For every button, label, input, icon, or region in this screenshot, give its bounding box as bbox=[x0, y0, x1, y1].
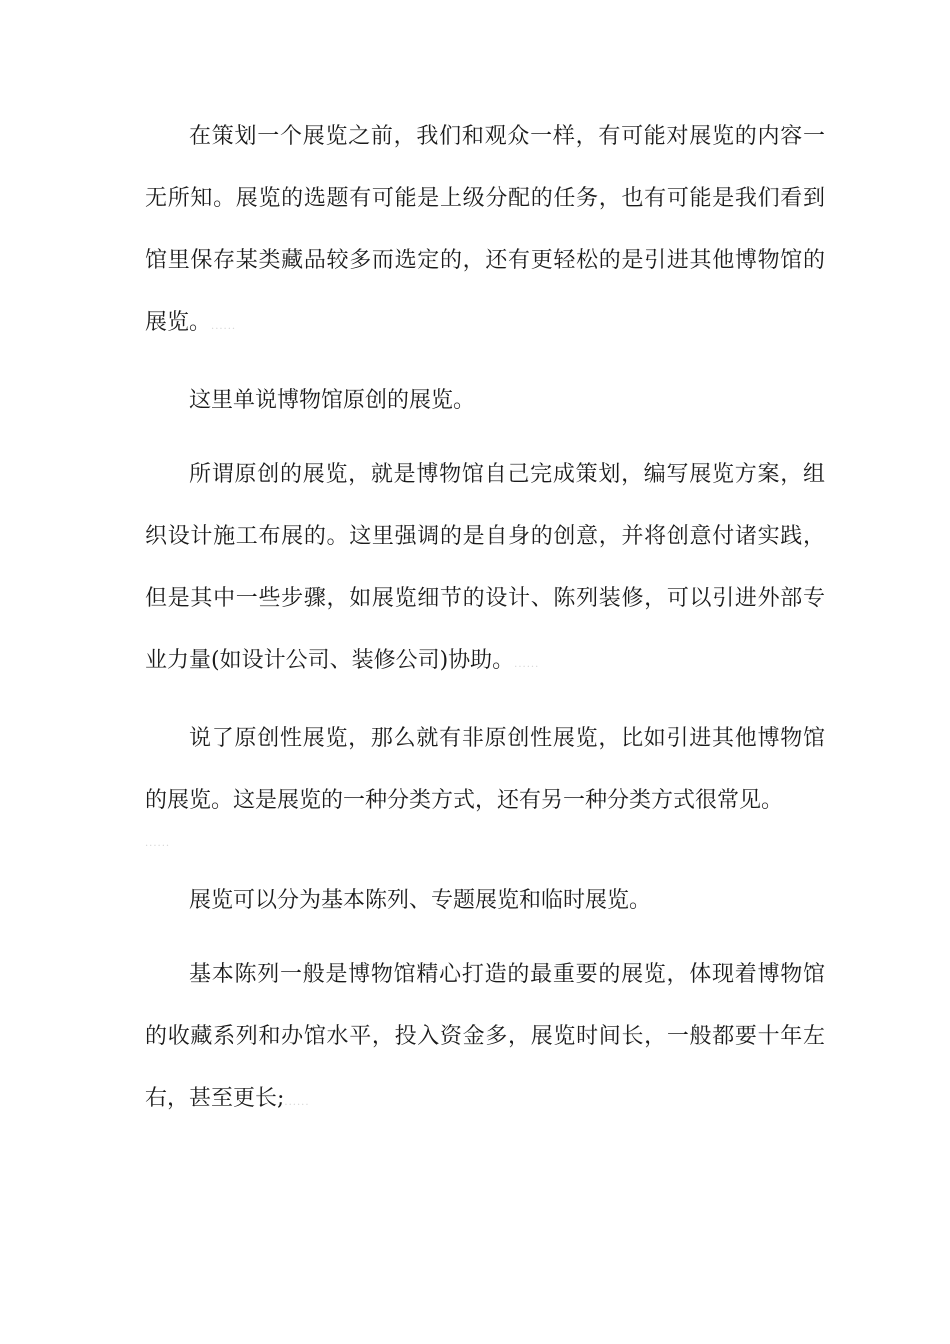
paragraph-2 bbox=[145, 370, 825, 432]
paragraph-3-text: 所谓原创的展览，就是博物馆自己完成策划，编写展览方案，组织设计施工布展的。这里强调的是自身的创意，并将创意付诸实践，但是其中一些步骤，如展览细节的设计、陈列装修，可以引进外部专业力量(如设计公司、装修公司)协助。 bbox=[145, 462, 825, 673]
faint-watermark-4: ...... bbox=[284, 1097, 310, 1108]
paragraph-4 bbox=[145, 708, 825, 832]
faint-watermark-3: ...... bbox=[145, 838, 171, 849]
paragraph-6-text: 基本陈列一般是博物馆精心打造的最重要的展览，体现着博物馆的收藏系列和办馆水平，投入资金多，展览时间长，一般都要十年左右，甚至更长; bbox=[145, 962, 825, 1111]
paragraph-5-text: 展览可以分为基本陈列、专题展览和临时展览。 bbox=[189, 888, 652, 913]
paragraph-3 bbox=[145, 444, 825, 696]
paragraph-1-text: 在策划一个展览之前，我们和观众一样，有可能对展览的内容一无所知。展览的选题有可能是上级分配的任务，也有可能是我们看到馆里保存某类藏品较多而选定的，还有更轻松的是引进其他博物馆的展览。 bbox=[145, 124, 825, 335]
paragraph-5 bbox=[145, 870, 825, 932]
faint-watermark-2: ...... bbox=[514, 659, 540, 670]
paragraph-4-text: 说了原创性展览，那么就有非原创性展览，比如引进其他博物馆的展览。这是展览的一种分类方式，还有另一种分类方式很常见。 bbox=[145, 726, 825, 813]
paragraph-2-text: 这里单说博物馆原创的展览。 bbox=[189, 388, 476, 413]
paragraph-6 bbox=[145, 944, 825, 1134]
faint-watermark-1: ...... bbox=[211, 321, 237, 332]
paragraph-1 bbox=[145, 106, 825, 358]
document-body bbox=[145, 106, 825, 1134]
